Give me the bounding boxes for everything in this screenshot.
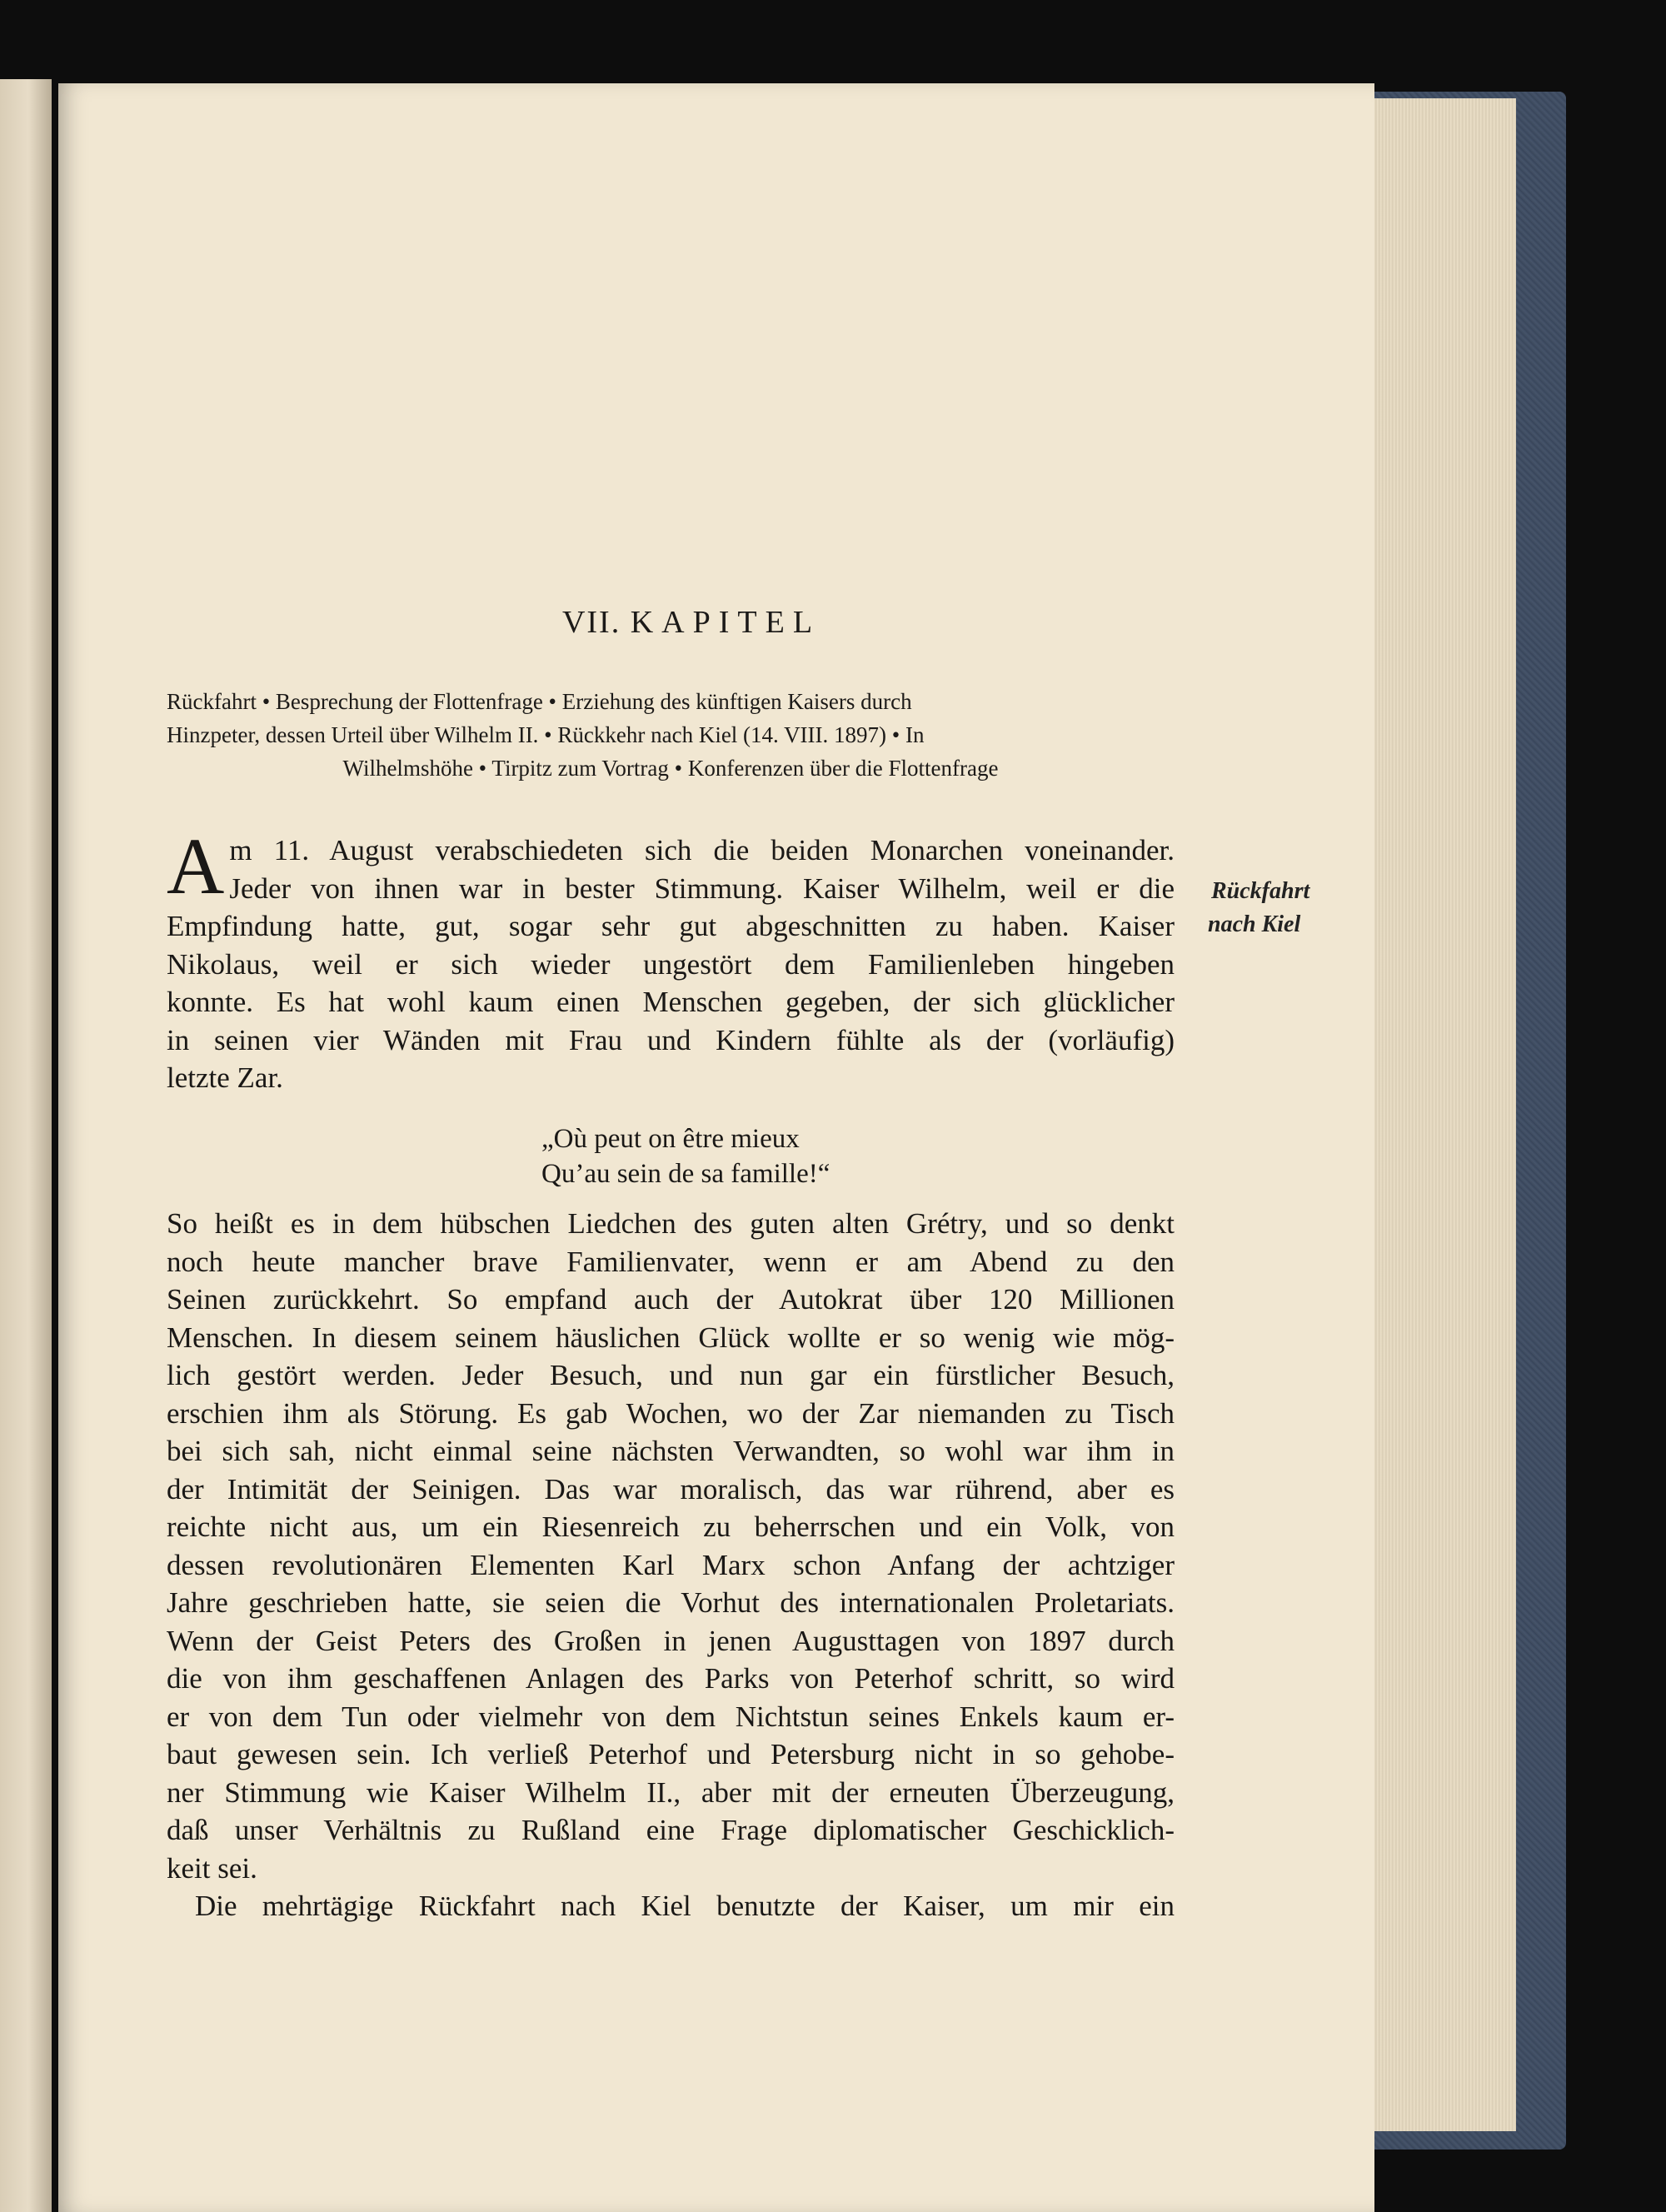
- text-line: Nikolaus, weil er sich wieder ungestört dem Familienleben hingeben: [167, 947, 1175, 981]
- chapter-heading: [58, 604, 1324, 641]
- text-line: bei sich sah, nicht einmal seine nächsten Verwandten, so wohl war ihm in: [167, 1435, 1175, 1467]
- quoted-verse: [541, 1121, 830, 1191]
- summary-line: Hinzpeter, dessen Urteil über Wilhelm II. • Rückkehr nach Kiel (14. VIII. 1897) • In: [167, 722, 925, 747]
- previous-page-edge: [0, 79, 52, 2212]
- text-line: Die mehrtägige Rückfahrt nach Kiel benutzte der Kaiser, um mir ein: [195, 1890, 1175, 1922]
- text-line: Empfindung hatte, gut, sogar sehr gut abgeschnitten zu haben. Kaiser: [167, 910, 1175, 942]
- text-line: keit sei.: [167, 1851, 257, 1885]
- text-line: baut gewesen sein. Ich verließ Peterhof und Petersburg nicht in so gehobe-: [167, 1738, 1175, 1770]
- text-line: letzte Zar.: [167, 1061, 283, 1094]
- marginal-note: [1208, 875, 1310, 941]
- text-line: noch heute mancher brave Familienvater, wenn er am Abend zu den: [167, 1245, 1175, 1278]
- marginal-note-line: Rückfahrt: [1211, 878, 1310, 904]
- text-line: m 11. August verabschiedeten sich die beiden Monarchen voneinander.: [229, 834, 1175, 866]
- text-line: Jeder von ihnen war in bester Stimmung. Kaiser Wilhelm, weil er die: [229, 871, 1175, 905]
- text-line: Seinen zurückkehrt. So empfand auch der Autokrat über 120 Millionen: [167, 1283, 1175, 1316]
- text-line: der Intimität der Seinigen. Das war moralisch, das war rührend, aber es: [167, 1472, 1175, 1505]
- book-page: [58, 83, 1374, 2212]
- page-block-edges: [1358, 98, 1516, 2131]
- text-line: lich gestört werden. Jeder Besuch, und nun gar ein fürstlicher Besuch,: [167, 1359, 1175, 1391]
- text-line: erschien ihm als Störung. Es gab Wochen, wo der Zar niemanden zu Tisch: [167, 1396, 1175, 1430]
- marginal-note-line: nach Kiel: [1208, 911, 1301, 937]
- verse-line: „Où peut on être mieux: [541, 1124, 800, 1154]
- verse-line: Qu’au sein de sa famille!“: [541, 1159, 831, 1189]
- text-line: die von ihm geschaffenen Anlagen des Parks von Peterhof schritt, so wird: [167, 1662, 1175, 1695]
- text-line: reichte nicht aus, um ein Riesenreich zu beherrschen und ein Volk, von: [167, 1510, 1175, 1543]
- text-line: er von dem Tun oder vielmehr von dem Nichtstun seines Enkels kaum er-: [167, 1700, 1175, 1733]
- text-line: Menschen. In diesem seinem häuslichen Glück wollte er so wenig wie mög-: [167, 1321, 1175, 1354]
- text-line: in seinen vier Wänden mit Frau und Kindern fühlte als der (vorläufig): [167, 1023, 1175, 1056]
- paragraph-1: [167, 821, 1175, 1097]
- text-line: Wenn der Geist Peters des Großen in jenen Augusttagen von 1897 durch: [167, 1624, 1175, 1657]
- text-line: konnte. Es hat wohl kaum einen Menschen gegeben, der sich glücklicher: [167, 986, 1175, 1018]
- summary-line: Wilhelmshöhe • Tirpitz zum Vortrag • Konferenzen über die Flottenfrage: [342, 756, 999, 781]
- text-line: Jahre geschrieben hatte, sie seien die Vorhut des internationalen Proletariats.: [167, 1586, 1175, 1619]
- drop-cap: A: [167, 821, 225, 911]
- chapter-word: KAPITEL: [630, 605, 821, 640]
- chapter-number: VII.: [561, 605, 621, 640]
- text-line: ner Stimmung wie Kaiser Wilhelm II., aber mit der erneuten Überzeugung,: [167, 1775, 1175, 1809]
- text-line: So heißt es in dem hübschen Liedchen des guten alten Grétry, und so denkt: [167, 1207, 1175, 1240]
- summary-line: Rückfahrt • Besprechung der Flottenfrage • Erziehung des künftigen Kaisers durch: [167, 689, 912, 714]
- text-line: daß unser Verhältnis zu Rußland eine Frage diplomatischer Geschicklich-: [167, 1814, 1175, 1846]
- chapter-summary: [167, 685, 1175, 785]
- paragraph-2: [167, 1205, 1175, 1925]
- text-line: dessen revolutionären Elementen Karl Marx schon Anfang der achtziger: [167, 1548, 1175, 1581]
